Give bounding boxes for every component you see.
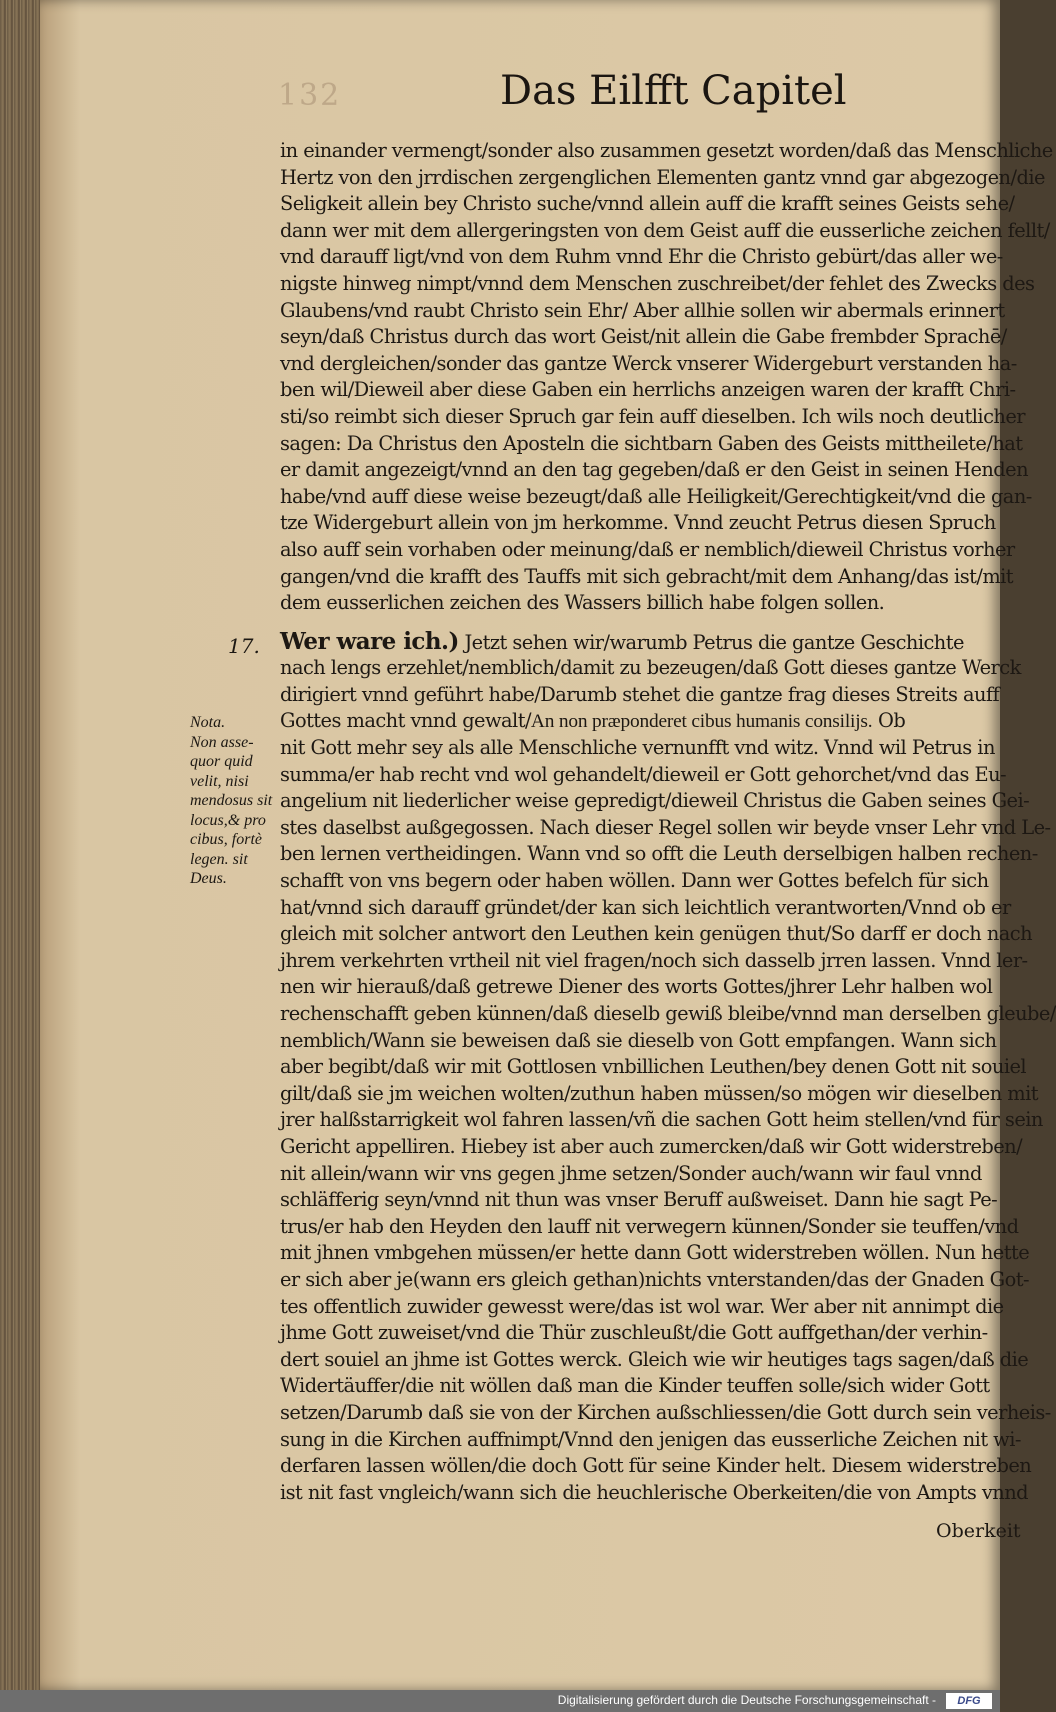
marginal-note-line: Non asse- (190, 733, 254, 751)
text-line: tze Widergeburt allein von jm herkomme. Vnnd zeucht Petrus diesen Spruch (280, 511, 996, 535)
section-number: 17. (228, 634, 260, 658)
text-line (280, 708, 1010, 735)
text-line: Seligkeit allein bey Christo suche/vnnd allein auff die krafft seines Geists sehe/ (280, 192, 1015, 216)
text-line: mit jhnen vmbgehen müssen/er hette dann Gott widerstreben wöllen. Nun hette (280, 1241, 1030, 1265)
text-line: nit Gott mehr sey als alle Menschliche vernunfft vnd witz. Vnnd wil Petrus in (280, 736, 995, 760)
text-line: schafft von vns begern oder haben wöllen. Dann wer Gottes befelch für sich (280, 869, 989, 893)
paragraph-lead: Wer ware ich.) (280, 627, 459, 655)
text-line: dert souiel an jhme ist Gottes werck. Gleich wie wir heutiges tags sagen/daß die (280, 1347, 1029, 1371)
digitization-footer (0, 1690, 1000, 1712)
text-line: sti/so reimbt sich dieser Spruch gar fein auff dieselben. Ich wils noch deutlicher (280, 404, 1025, 428)
text-line: rechenschafft geben künnen/daß dieselb gewiß bleibe/vnnd man derselben gleube/ (280, 1002, 1056, 1025)
text-line: seyn/daß Christus durch das wort Geist/nit allein die Gabe frembder Sprachē/ (280, 325, 1007, 349)
text-line: aber begibt/daß wir mit Gottlosen vnbillichen Leuthen/bey denen Gott nit souiel (280, 1055, 1027, 1079)
text-line: vnd darauff ligt/vnd von dem Ruhm vnnd Ehr die Christo gebürt/das aller we- (280, 245, 1003, 269)
show-through-folio: 132 (278, 78, 342, 113)
marginal-note-line: cibus, fortè (190, 831, 262, 848)
text-line: ben wil/Dieweil aber diese Gaben ein herrlichs anzeigen waren der krafft Chri- (280, 378, 1016, 402)
text-line: nigste hinweg nimpt/vnnd dem Menschen zuschreibet/der fehlet des Zwecks des (280, 271, 1035, 295)
marginal-note-line: Deus. (190, 870, 227, 887)
text-line (280, 629, 1010, 656)
text-line: summa/er hab recht vnd wol gehandelt/dieweil er Gott gehorchet/vnd das Eu- (280, 762, 1007, 786)
text-line: derfaren lassen wöllen/die doch Gott für seine Kinder helt. Diesem widerstreben (280, 1454, 1032, 1478)
paragraph-1 (280, 138, 1053, 617)
paragraph-2 (280, 627, 1056, 1507)
text-line: in einander vermengt/sonder also zusammen gesetzt worden/daß das Menschliche (280, 139, 1053, 162)
running-head: Das Eilfft Capitel (500, 68, 847, 114)
text-line: stes daselbst außgegossen. Nach dieser Regel sollen wir beyde vnser Lehr vnd Le- (280, 815, 1051, 839)
text-line: also auff sein vorhaben oder meinung/daß er nemblich/dieweil Christus vorher (280, 537, 1015, 561)
text-line: nemblich/Wann sie beweisen daß sie dieselb von Gott empfangen. Wann sich (280, 1028, 997, 1052)
text-line: trus/er hab den Heyden den lauff nit verwegern künnen/Sonder sie teuffen/vnd (280, 1214, 1019, 1238)
text-line: nach lengs erzehlet/nemblich/damit zu bezeugen/daß Gott dieses gantze Werck (280, 656, 1021, 680)
text-line: gleich mit solcher antwort den Leuthen kein genügen thut/So darff er doch nach (280, 922, 1033, 946)
text-line: jhrem verkehrten vrtheil nit viel fragen/noch sich dasselb jrren lassen. Vnnd ler- (280, 948, 1028, 972)
text-line: Glaubens/vnd raubt Christo sein Ehr/ Aber allhie sollen wir abermals erinnert (280, 298, 1005, 322)
text-line: tes offentlich zuwider gewesst were/das ist wol war. Wer aber nit annimpt die (280, 1294, 1004, 1318)
text-line: ben lernen vertheidingen. Wann vnd so offt die Leuth derselbigen halben rechen- (280, 842, 1038, 866)
text-line: sung in die Kirchen auffnimpt/Vnnd den jenigen das eusserliche Zeichen nit wi- (280, 1427, 1021, 1451)
marginal-note-line: locus,& pro (190, 811, 266, 829)
text-line: gilt/daß sie jm weichen wolten/zuthun haben müssen/so mögen wir dieselben mit (280, 1081, 1038, 1105)
text-line: jrer halßstarrigkeit wol fahren lassen/vñ die sachen Gott heim stellen/vnd für sein (280, 1108, 1043, 1132)
text-line: er sich aber je(wann ers gleich gethan)nichts vnterstanden/das der Gnaden Got- (280, 1267, 1029, 1291)
marginal-note-line: Nota. (190, 714, 226, 731)
text-line: habe/vnd auff diese weise bezeugt/daß alle Heiligkeit/Gerechtigkeit/vnd die gan- (280, 484, 1032, 508)
text-line: setzen/Darumb daß sie von der Kirchen außschliessen/die Gott durch sein verheis- (280, 1400, 1051, 1424)
text-line: nit allein/wann wir vns gegen jhme setzen/Sonder auch/wann wir faul vnnd (280, 1161, 982, 1185)
dfg-logo-icon: DFG (946, 1693, 992, 1709)
latin-suffix: Ob (878, 709, 906, 733)
text-line: hat/vnnd sich darauff gründet/der kan sich leichtlich verantworten/Vnnd ob er (280, 895, 1011, 919)
latin-quotation: An non præponderet cibus humanis consilijs. (530, 711, 873, 733)
marginal-note-line: mendosus sit (190, 792, 273, 809)
footer-credit-text: Digitalisierung gefördert durch die Deutsche Forschungsgemeinschaft - (557, 1693, 936, 1707)
latin-prefix: Gottes macht vnnd gewalt/ (280, 709, 531, 733)
marginal-note (190, 713, 290, 889)
text-line: schläfferig seyn/vnnd nit thun was vnser Beruff außweiset. Dann hie sagt Pe- (280, 1188, 998, 1212)
text-line: gangen/vnd die krafft des Tauffs mit sich gebracht/mit dem Anhang/das ist/mit (280, 564, 1014, 588)
text-line: Gericht appelliren. Hiebey ist aber auch zumercken/daß wir Gott widerstreben/ (280, 1134, 1023, 1158)
text-line: nen wir hierauß/daß getrewe Diener des worts Gottes/jhrer Lehr halben wol (280, 975, 993, 999)
text-line: dann wer mit dem allergeringsten von dem Geist auff die eusserliche zeichen fellt/ (280, 218, 1050, 242)
marginal-note-line: legen. sit (190, 850, 248, 868)
text-line: dirigiert vnnd geführt habe/Darumb stehet die gantze frag dieses Streits auff (280, 682, 1000, 706)
paragraph-first-line: Jetzt sehen wir/warumb Petrus die gantze Geschichte (464, 630, 964, 654)
marginal-note-line: velit, nisi (190, 772, 249, 790)
body-text (280, 138, 1056, 1506)
text-line: er damit angezeigt/vnnd an den tag gegeben/daß er den Geist in seinen Henden (280, 458, 1029, 482)
text-line: vnd dergleichen/sonder das gantze Werck vnserer Widergeburt verstanden ha- (280, 351, 1017, 375)
marginal-note-line: quor quid (190, 753, 253, 770)
text-line: Widertäuffer/die nit wöllen daß man die Kinder teuffen solle/sich wider Gott (280, 1374, 990, 1398)
text-line: ist nit fast vngleich/wann sich die heuchlerische Oberkeiten/die von Ampts vnnd (280, 1480, 1029, 1504)
text-line: angelium nit liederlicher weise gepredigt/dieweil Christus die Gaben seines Gei- (280, 789, 1030, 813)
text-line: dem eusserlichen zeichen des Wassers billich habe folgen sollen. (280, 591, 885, 615)
text-line: jhme Gott zuweiset/vnd die Thür zuschleußt/die Gott auffgethan/der verhin- (280, 1321, 988, 1345)
catchword: Oberkeit (936, 1520, 1021, 1542)
text-line: sagen: Da Christus den Aposteln die sichtbarn Gaben des Geists mittheilete/hat (280, 431, 1023, 455)
book-page (40, 0, 1056, 1690)
text-line: Hertz von den jrrdischen zergenglichen Elementen gantz vnnd gar abgezogen/die (280, 165, 1045, 189)
